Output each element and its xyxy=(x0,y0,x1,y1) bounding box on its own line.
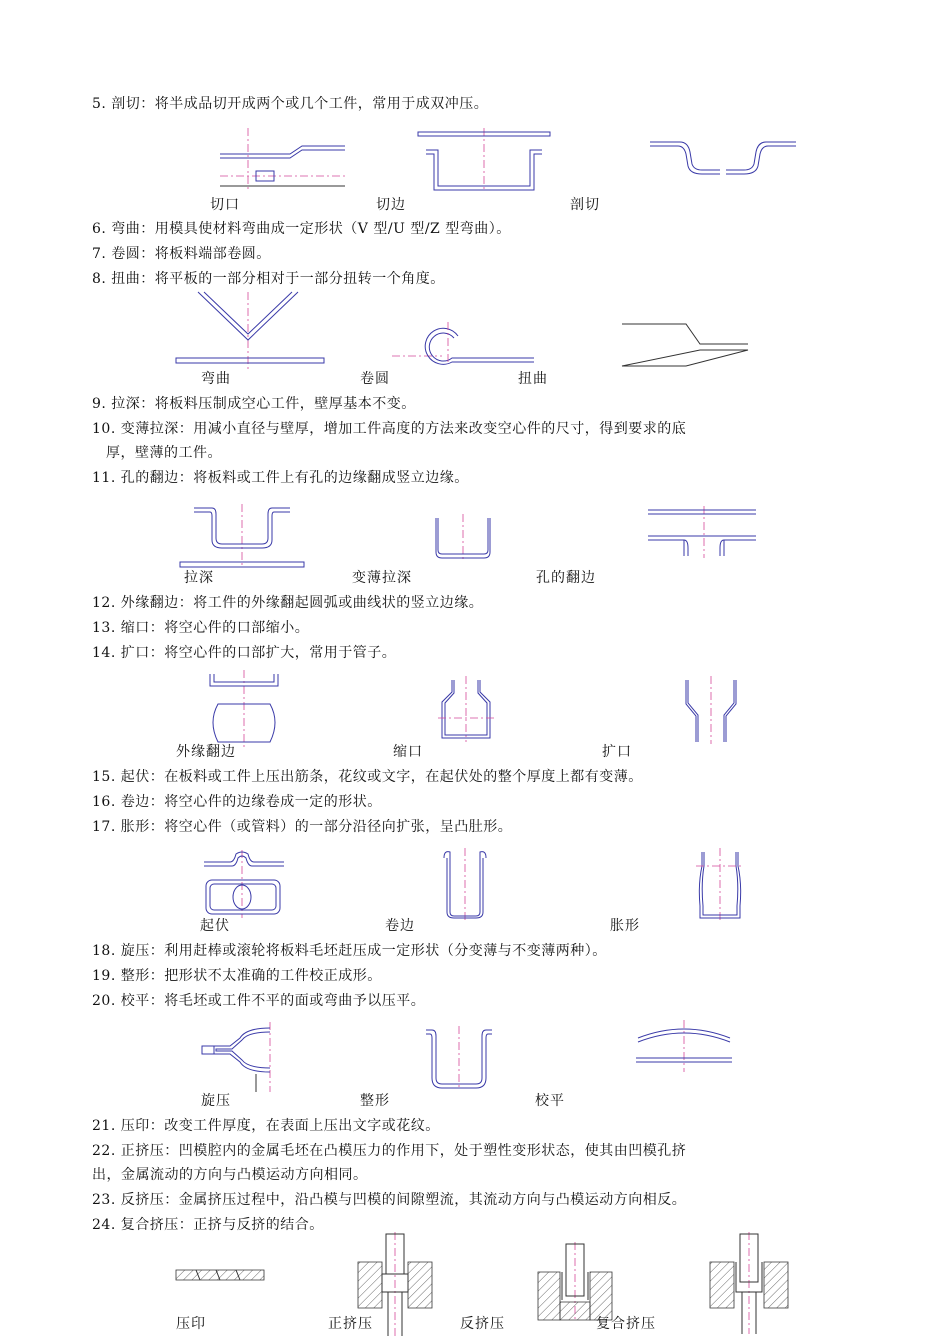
text-line-20: 20. 校平：将毛坯或工件不平的面或弯曲予以压平。 xyxy=(92,993,426,1009)
caption-zhengxing: 整形 xyxy=(360,1093,390,1109)
niuqu-figure xyxy=(620,322,748,368)
qiekou-figure xyxy=(220,128,345,190)
text-line-15: 15. 起伏：在板料或工件上压出筋条，花纹或文字，在起伏处的整个厚度上都有变薄。 xyxy=(92,769,643,785)
fanjiya-figure xyxy=(536,1242,614,1322)
text-line-23: 23. 反挤压：金属挤压过程中，沿凸模与凹模的间隙塑流，其流动方向与凸模运动方向相反。 xyxy=(92,1192,687,1208)
text-line-10-cont: 厚，壁薄的工件。 xyxy=(106,445,222,461)
caption-fuhejiya: 复合挤压 xyxy=(596,1316,656,1332)
caption-kongfanbian: 孔的翻边 xyxy=(536,570,596,586)
caption-qiekou: 切口 xyxy=(210,197,240,213)
text-line-13: 13. 缩口：将空心件的口部缩小。 xyxy=(92,620,310,636)
yayin-figure xyxy=(176,1270,264,1282)
caption-qiebian: 切边 xyxy=(376,197,406,213)
caption-juanbian: 卷边 xyxy=(385,918,415,934)
caption-waiyuan: 外缘翻边 xyxy=(176,744,236,760)
zhangxing-figure xyxy=(696,848,744,922)
caption-niuqu: 扭曲 xyxy=(518,371,548,387)
jiaoping-figure xyxy=(636,1020,732,1072)
lashen-figure xyxy=(180,504,304,568)
pouqie-figure xyxy=(650,138,796,178)
text-line-10: 10. 变薄拉深：用减小直径与壁厚，增加工件高度的方法来改变空心件的尺寸，得到要求的底 xyxy=(92,421,687,437)
qiebian-figure xyxy=(418,128,550,190)
text-line-11: 11. 孔的翻边：将板料或工件上有孔的边缘翻成竖立边缘。 xyxy=(92,470,469,486)
caption-xuanya: 旋压 xyxy=(201,1093,231,1109)
caption-suokou: 缩口 xyxy=(393,744,423,760)
caption-jiaoping: 校平 xyxy=(535,1093,565,1109)
caption-zhangxing: 胀形 xyxy=(610,918,640,934)
caption-yayin: 压印 xyxy=(176,1316,206,1332)
caption-zhengjiya: 正挤压 xyxy=(328,1316,373,1332)
caption-bianbao: 变薄拉深 xyxy=(352,570,412,586)
wanqu-figure xyxy=(176,292,324,372)
text-line-17: 17. 胀形：将空心件（或管料）的一部分沿径向扩张，呈凸肚形。 xyxy=(92,819,513,835)
waiyuan-figure xyxy=(208,670,280,748)
text-line-6: 6. 弯曲：用模具使材料弯曲成一定形状（V 型/U 型/Z 型弯曲）。 xyxy=(92,221,511,237)
text-line-24: 24. 复合挤压：正挤与反挤的结合。 xyxy=(92,1217,324,1233)
caption-pouqie: 剖切 xyxy=(570,197,600,213)
text-line-9: 9. 拉深：将板料压制成空心工件，壁厚基本不变。 xyxy=(92,396,416,412)
text-line-14: 14. 扩口：将空心件的口部扩大，常用于管子。 xyxy=(92,645,397,661)
juanbian-figure xyxy=(440,848,490,920)
text-line-16: 16. 卷边：将空心件的边缘卷成一定的形状。 xyxy=(92,794,382,810)
text-line-22-cont: 出，金属流动的方向与凸模运动方向相同。 xyxy=(92,1167,368,1183)
caption-qifu: 起伏 xyxy=(200,918,230,934)
text-line-22: 22. 正挤压：凹模腔内的金属毛坯在凸模压力的作用下，处于塑性变形状态，使其由凹模孔挤 xyxy=(92,1143,687,1159)
text-line-5: 5. 剖切：将半成品切开成两个或几个工件，常用于成双冲压。 xyxy=(92,96,489,112)
kongfanbian-figure xyxy=(648,506,756,558)
kuokou-figure xyxy=(682,676,740,744)
text-line-8: 8. 扭曲：将平板的一部分相对于一部分扭转一个角度。 xyxy=(92,271,445,287)
suokou-figure xyxy=(438,676,494,742)
text-line-21: 21. 压印：改变工件厚度，在表面上压出文字或花纹。 xyxy=(92,1118,440,1134)
caption-kuokou: 扩口 xyxy=(602,744,632,760)
zhengxing-figure xyxy=(424,1026,494,1088)
text-line-7: 7. 卷圆：将板料端部卷圆。 xyxy=(92,246,271,262)
juanyuan-figure xyxy=(392,322,534,364)
text-line-12: 12. 外缘翻边：将工件的外缘翻起圆弧或曲线状的竖立边缘。 xyxy=(92,595,484,611)
caption-lashen: 拉深 xyxy=(184,570,214,586)
xuanya-figure xyxy=(200,1022,282,1092)
bianbao-figure xyxy=(432,514,494,560)
text-line-19: 19. 整形：把形状不太准确的工件校正成形。 xyxy=(92,968,382,984)
fuhejiya-figure xyxy=(708,1232,790,1334)
caption-juanyuan: 卷圆 xyxy=(360,371,390,387)
qifu-figure xyxy=(202,850,286,918)
text-line-18: 18. 旋压：利用赶棒或滚轮将板料毛坯赶压成一定形状（分变薄与不变薄两种）。 xyxy=(92,943,607,959)
caption-fanjiya: 反挤压 xyxy=(460,1316,505,1332)
caption-wanqu: 弯曲 xyxy=(201,371,231,387)
